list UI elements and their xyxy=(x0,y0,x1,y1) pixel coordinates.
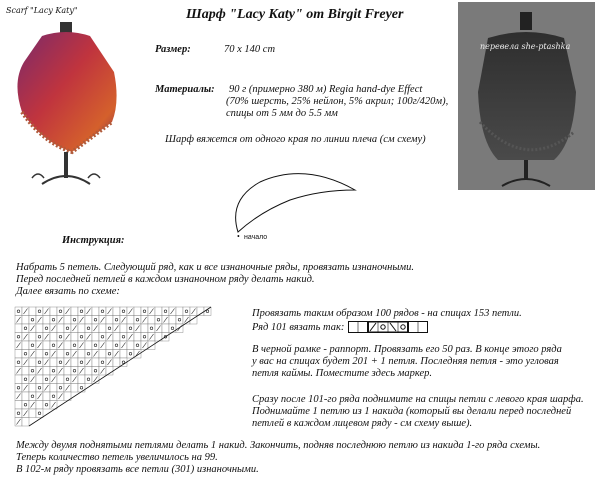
chart-cell xyxy=(29,367,36,376)
chart-cell xyxy=(22,316,29,325)
chart-cell xyxy=(50,392,57,401)
chart-cell xyxy=(162,324,169,333)
chart-cell xyxy=(99,358,106,367)
chart-cell xyxy=(169,316,176,325)
chart-cell xyxy=(169,324,176,333)
chart-cell xyxy=(85,375,92,384)
chart-cell xyxy=(141,307,148,316)
chart-cell xyxy=(78,333,85,342)
size-label: Размер: xyxy=(155,44,191,55)
chart-cell xyxy=(106,350,113,359)
chart-cell xyxy=(36,350,43,359)
chart-cell xyxy=(176,307,183,316)
chart-cell xyxy=(99,333,106,342)
chart-cell xyxy=(50,341,57,350)
chart-cell xyxy=(113,341,120,350)
note-repeat-3: петля каймы. Поместите здесь маркер. xyxy=(252,368,433,379)
chart-cell xyxy=(78,350,85,359)
chart-cell xyxy=(113,358,120,367)
chart-cell xyxy=(22,375,29,384)
chart-cell xyxy=(22,401,29,410)
chart-cell xyxy=(50,358,57,367)
chart-cell xyxy=(50,307,57,316)
chart-cell xyxy=(22,350,29,359)
knit-direction-note: Шарф вяжется от одного края по линии плеча (см схему) xyxy=(165,134,426,145)
chart-cell xyxy=(134,341,141,350)
chart-cell xyxy=(92,307,99,316)
chart-cell xyxy=(92,367,99,376)
chart-cell xyxy=(92,333,99,342)
chart-cell xyxy=(71,316,78,325)
bottom-line-2: Теперь количество петель увеличилось на 99. xyxy=(16,452,218,463)
chart-cell xyxy=(57,333,64,342)
chart-cell xyxy=(43,401,50,410)
chart-cell xyxy=(120,333,127,342)
chart-cell xyxy=(99,350,106,359)
chart-cell xyxy=(43,392,50,401)
chart-cell xyxy=(71,358,78,367)
photo-caption-left: Scarf "Lacy Katy" xyxy=(6,6,78,15)
photo-caption-right: перевела she-ptashka xyxy=(480,42,571,51)
chart-cell xyxy=(15,333,22,342)
chart-cell xyxy=(71,367,78,376)
chart-cell xyxy=(50,367,57,376)
chart-cell xyxy=(134,316,141,325)
bottom-line-3: В 102-м ряду провязать все петли (301) изнаночными. xyxy=(16,464,259,475)
instruction-heading: Инструкция: xyxy=(62,235,125,246)
chart-cell xyxy=(106,341,113,350)
chart-cell xyxy=(36,384,43,393)
chart-cell xyxy=(78,307,85,316)
chart-cell xyxy=(36,358,43,367)
chart-cell xyxy=(127,324,134,333)
chart-cell xyxy=(36,307,43,316)
chart-cell xyxy=(134,307,141,316)
chart-cell xyxy=(85,324,92,333)
chart-cell xyxy=(183,307,190,316)
chart-cell xyxy=(113,307,120,316)
note-pickup-3: петлей в каждом лицевом ряду - см схему выше). xyxy=(252,418,473,429)
chart-cell xyxy=(106,324,113,333)
chart-cell xyxy=(99,324,106,333)
chart-cell xyxy=(141,324,148,333)
chart-cell xyxy=(85,350,92,359)
chart-cell xyxy=(127,350,134,359)
chart-cell xyxy=(43,375,50,384)
start-marker: • xyxy=(237,232,240,241)
chart-cell xyxy=(85,341,92,350)
chart-cell xyxy=(36,333,43,342)
chart-cell xyxy=(22,392,29,401)
chart-cell xyxy=(148,324,155,333)
chart-cell xyxy=(78,358,85,367)
chart-cell xyxy=(57,375,64,384)
chart-cell xyxy=(36,409,43,418)
chart-cell xyxy=(36,401,43,410)
materials-line-1: 90 г (примерно 380 м) Regia hand-dye Effect xyxy=(229,84,423,95)
chart-cell xyxy=(29,384,36,393)
scarf-shape-diagram xyxy=(220,160,370,245)
chart-cell xyxy=(22,341,29,350)
chart-cell xyxy=(78,324,85,333)
chart-cell xyxy=(50,384,57,393)
chart-cell xyxy=(113,316,120,325)
chart-cell xyxy=(99,307,106,316)
chart-cell xyxy=(134,333,141,342)
chart-cell xyxy=(29,358,36,367)
chart-cell xyxy=(36,324,43,333)
chart-cell xyxy=(92,358,99,367)
chart-cell xyxy=(29,392,36,401)
chart-cell xyxy=(15,307,22,316)
chart-cell xyxy=(15,375,22,384)
chart-cell xyxy=(78,375,85,384)
size-value: 70 x 140 cm xyxy=(224,44,276,55)
chart-cell xyxy=(57,324,64,333)
chart-cell xyxy=(57,358,64,367)
intro-line-1: Набрать 5 петель. Следующий ряд, как и все изнаночные ряды, провязать изнаночными. xyxy=(16,262,415,273)
chart-cell xyxy=(15,401,22,410)
chart-cell xyxy=(22,367,29,376)
chart-cell xyxy=(85,367,92,376)
chart-cell xyxy=(57,384,64,393)
chart-cell xyxy=(50,316,57,325)
chart-cell xyxy=(155,316,162,325)
chart-cell xyxy=(43,316,50,325)
chart-cell xyxy=(71,333,78,342)
chart-cell xyxy=(29,316,36,325)
chart-cell xyxy=(64,324,71,333)
note-pickup-1: Сразу после 101-го ряда поднимите на спицы петли с левого края шарфа. xyxy=(252,394,584,405)
note-pickup-2: Поднимайте 1 петлю из 1 накида (который вы делали перед последней xyxy=(252,406,572,417)
page-title: Шарф "Lacy Katy" от Birgit Freyer xyxy=(186,7,404,22)
intro-line-2: Перед последней петлей в каждом изнаночном ряду делать накид. xyxy=(16,274,315,285)
chart-cell xyxy=(148,341,155,350)
chart-cell xyxy=(141,333,148,342)
note-repeat-2: у вас на спицах будет 201 + 1 петля. Последняя петля - это угловая xyxy=(252,356,559,367)
chart-cell xyxy=(92,316,99,325)
chart-cell xyxy=(78,384,85,393)
chart-cell xyxy=(57,350,64,359)
chart-cell xyxy=(148,316,155,325)
chart-cell xyxy=(15,409,22,418)
chart-cell xyxy=(120,350,127,359)
note-row101: Ряд 101 вязать так: xyxy=(252,322,345,333)
chart-cell xyxy=(50,333,57,342)
chart-cell xyxy=(106,316,113,325)
chart-cell xyxy=(71,341,78,350)
chart-cell xyxy=(43,341,50,350)
chart-cell xyxy=(71,307,78,316)
chart-cell xyxy=(113,333,120,342)
chart-cell xyxy=(29,333,36,342)
chart-cell xyxy=(155,307,162,316)
note-rows: Провязать таким образом 100 рядов - на спицах 153 петли. xyxy=(252,308,522,319)
knitting-chart xyxy=(14,306,224,430)
bottom-line-1: Между двумя поднятыми петлями делать 1 накид. Закончить, подняв последнюю петлю из накида 1-го ряда схемы. xyxy=(16,440,541,451)
row101-chart xyxy=(348,321,428,333)
materials-line-2: (70% шерсть, 25% нейлон, 5% акрил; 100г/420м), xyxy=(226,96,449,107)
chart-cell xyxy=(57,307,64,316)
chart-cell xyxy=(64,367,71,376)
chart-cell xyxy=(15,384,22,393)
chart-cell xyxy=(85,316,92,325)
chart-cell xyxy=(29,341,36,350)
start-label: начало xyxy=(244,234,268,241)
chart-cell xyxy=(43,324,50,333)
chart-cell xyxy=(22,324,29,333)
chart-cell xyxy=(22,418,29,427)
materials-label: Материалы: xyxy=(155,84,215,95)
chart-cell xyxy=(15,358,22,367)
chart-cell xyxy=(64,341,71,350)
chart-cell xyxy=(15,324,22,333)
intro-line-3: Далее вязать по схеме: xyxy=(16,286,120,297)
chart-cell xyxy=(176,316,183,325)
chart-cell xyxy=(92,341,99,350)
chart-cell xyxy=(36,375,43,384)
chart-cell xyxy=(64,375,71,384)
chart-cell xyxy=(29,307,36,316)
chart-cell xyxy=(71,384,78,393)
chart-cell xyxy=(15,350,22,359)
note-repeat-1: В черной рамке - раппорт. Провязать его 50 раз. В конце этого ряда xyxy=(252,344,562,355)
scarf-photo-color xyxy=(2,2,130,190)
chart-cell xyxy=(43,350,50,359)
materials-line-3: спицы от 5 мм до 5.5 мм xyxy=(226,108,338,119)
chart-cell xyxy=(127,316,134,325)
chart-cell xyxy=(127,341,134,350)
chart-cell xyxy=(120,324,127,333)
chart-cell xyxy=(64,316,71,325)
scarf-photo-bw xyxy=(458,2,595,190)
chart-cell xyxy=(64,350,71,359)
chart-cell xyxy=(120,307,127,316)
chart-cell xyxy=(29,409,36,418)
chart-cell xyxy=(162,307,169,316)
chart-cell xyxy=(43,367,50,376)
